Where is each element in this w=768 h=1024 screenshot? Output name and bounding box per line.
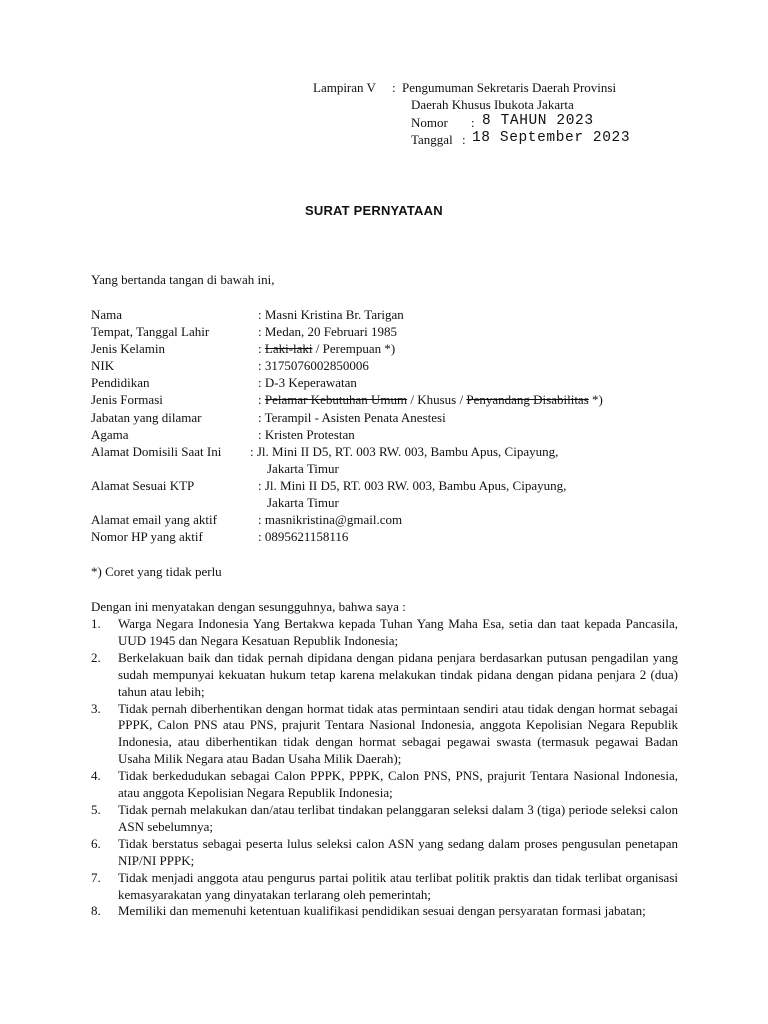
selected-option: / Khusus / (407, 392, 467, 408)
field-prefix: : (258, 341, 265, 357)
field-label: Pendidikan (91, 375, 150, 391)
field-value: : Jl. Mini II D5, RT. 003 RW. 003, Bambu Apus, Cipayung, (250, 443, 559, 459)
nomor-separator: : (471, 115, 475, 130)
statement-text: Tidak berstatus sebagai peserta lulus seleksi calon ASN yang sedang dalam proses pengusulan penetapan NIP/NI PPPK; (118, 835, 678, 868)
statement-number: 7. (91, 869, 101, 885)
field-label: Alamat Domisili Saat Ini (91, 443, 222, 459)
intro-text: Yang bertanda tangan di bawah ini, (91, 272, 275, 287)
statement-number: 4. (91, 768, 101, 784)
field-suffix: *) (588, 392, 603, 408)
statement-text: Tidak menjadi anggota atau pengurus partai politik atau terlibat politik praktis dan tidak terlibat organisasi kemasyarakatan yang dinyatakan terlarang oleh pemerintah; (118, 869, 678, 902)
field-value: : D-3 Keperawatan (258, 375, 357, 391)
field-value-continuation: Jakarta Timur (267, 460, 339, 476)
field-label: Alamat email yang aktif (91, 512, 217, 528)
statement-item (91, 836, 678, 870)
statement-list (91, 616, 678, 920)
declaration-intro: Dengan ini menyatakan dengan sesungguhnya, bahwa saya : (91, 599, 406, 614)
statement-text: Memiliki dan memenuhi ketentuan kualifikasi pendidikan sesuai dengan persyaratan formasi jabatan; (118, 903, 646, 919)
nomor-label: Nomor (411, 115, 448, 130)
field-value (258, 340, 395, 357)
lampiran-label: Lampiran V (313, 80, 376, 95)
field-label: Jenis Formasi (91, 392, 163, 408)
statement-text: Tidak pernah melakukan dan/atau terlibat tindakan pelanggaran seleksi dalam 3 (tiga) periode seleksi calon ASN sebelumnya; (118, 801, 678, 834)
field-value: : Kristen Protestan (258, 426, 355, 442)
field-value (258, 391, 603, 408)
field-label: Jabatan yang dilamar (91, 409, 202, 425)
field-label: Nomor HP yang aktif (91, 529, 203, 545)
field-value: : Jl. Mini II D5, RT. 003 RW. 003, Bambu Apus, Cipayung, (258, 477, 567, 493)
statement-number: 1. (91, 616, 101, 631)
field-label: Alamat Sesuai KTP (91, 477, 195, 493)
statement-item (91, 616, 678, 650)
field-label: Tempat, Tanggal Lahir (91, 324, 210, 340)
document-title: SURAT PERNYATAAN (305, 203, 443, 218)
statement-item (91, 701, 678, 769)
field-label: Jenis Kelamin (91, 341, 166, 357)
statement-item (91, 903, 678, 920)
statement-item (91, 870, 678, 904)
tanggal-separator: : (462, 132, 466, 147)
statement-item (91, 802, 678, 836)
field-value-continuation: Jakarta Timur (267, 495, 339, 511)
nomor-value: 8 TAHUN 2023 (482, 113, 594, 129)
footnote: *) Coret yang tidak perlu (91, 564, 222, 579)
field-label: NIK (91, 358, 115, 374)
selected-option: / Perempuan *) (312, 341, 396, 357)
field-value: : 0895621158116 (258, 529, 349, 545)
field-value: : masnikristina@gmail.com (258, 512, 403, 528)
lampiran-separator: : (392, 80, 396, 95)
statement-item (91, 768, 678, 802)
field-label: Nama (91, 307, 123, 322)
statement-number: 8. (91, 903, 101, 919)
statement-text: Berkelakuan baik dan tidak pernah dipidana dengan pidana penjara berdasarkan putusan pengadilan yang sudah mempunyai kekuatan hukum tetap karena melakukan tindak pidana dengan pidana penjara 2 (dua) tahun atau lebih; (118, 649, 678, 699)
statement-text: Tidak berkedudukan sebagai Calon PPPK, PPPK, Calon PNS, PNS, prajurit Tentara Nasional Indonesia, atau anggota Kepolisian Negara Republik Indonesia; (118, 768, 678, 801)
struck-option: Laki-laki (264, 341, 313, 357)
field-prefix: : (258, 392, 265, 408)
statement-number: 2. (91, 649, 101, 665)
statement-number: 5. (91, 801, 101, 817)
field-label: Agama (91, 426, 129, 442)
lampiran-text-line1: Pengumuman Sekretaris Daerah Provinsi (402, 80, 617, 95)
struck-option: Penyandang Disabilitas (466, 392, 589, 408)
statement-text: Warga Negara Indonesia Yang Bertakwa kepada Tuhan Yang Maha Esa, setia dan taat kepada Pancasila, UUD 1945 dan Negara Kesatuan Republik Indonesia; (118, 616, 678, 648)
statement-text: Tidak pernah diberhentikan dengan hormat tidak atas permintaan sendiri atau tidak dengan hormat sebagai PPPK, Calon PNS atau PNS, prajurit Tentara Nasional Indonesia, anggota Kepolisian Negara Republik Indonesia, atau diberhentikan tidak dengan hormat sebagai pegawai swasta (termasuk pegawai Badan Usaha Milik Negara atau Badan Usaha Milik Daerah); (118, 700, 678, 767)
tanggal-value: 18 September 2023 (472, 130, 631, 146)
field-value: : Medan, 20 Februari 1985 (258, 324, 398, 340)
statement-number: 6. (91, 835, 101, 851)
lampiran-text-line2: Daerah Khusus Ibukota Jakarta (411, 97, 574, 112)
statement-item (91, 650, 678, 701)
struck-option: Pelamar Kebutuhan Umum (264, 392, 408, 408)
statement-number: 3. (91, 700, 101, 716)
tanggal-label: Tanggal (411, 132, 453, 147)
field-value: : Terampil - Asisten Penata Anestesi (258, 409, 446, 425)
field-value: : Masni Kristina Br. Tarigan (258, 307, 404, 322)
field-value: : 3175076002850006 (258, 358, 369, 374)
